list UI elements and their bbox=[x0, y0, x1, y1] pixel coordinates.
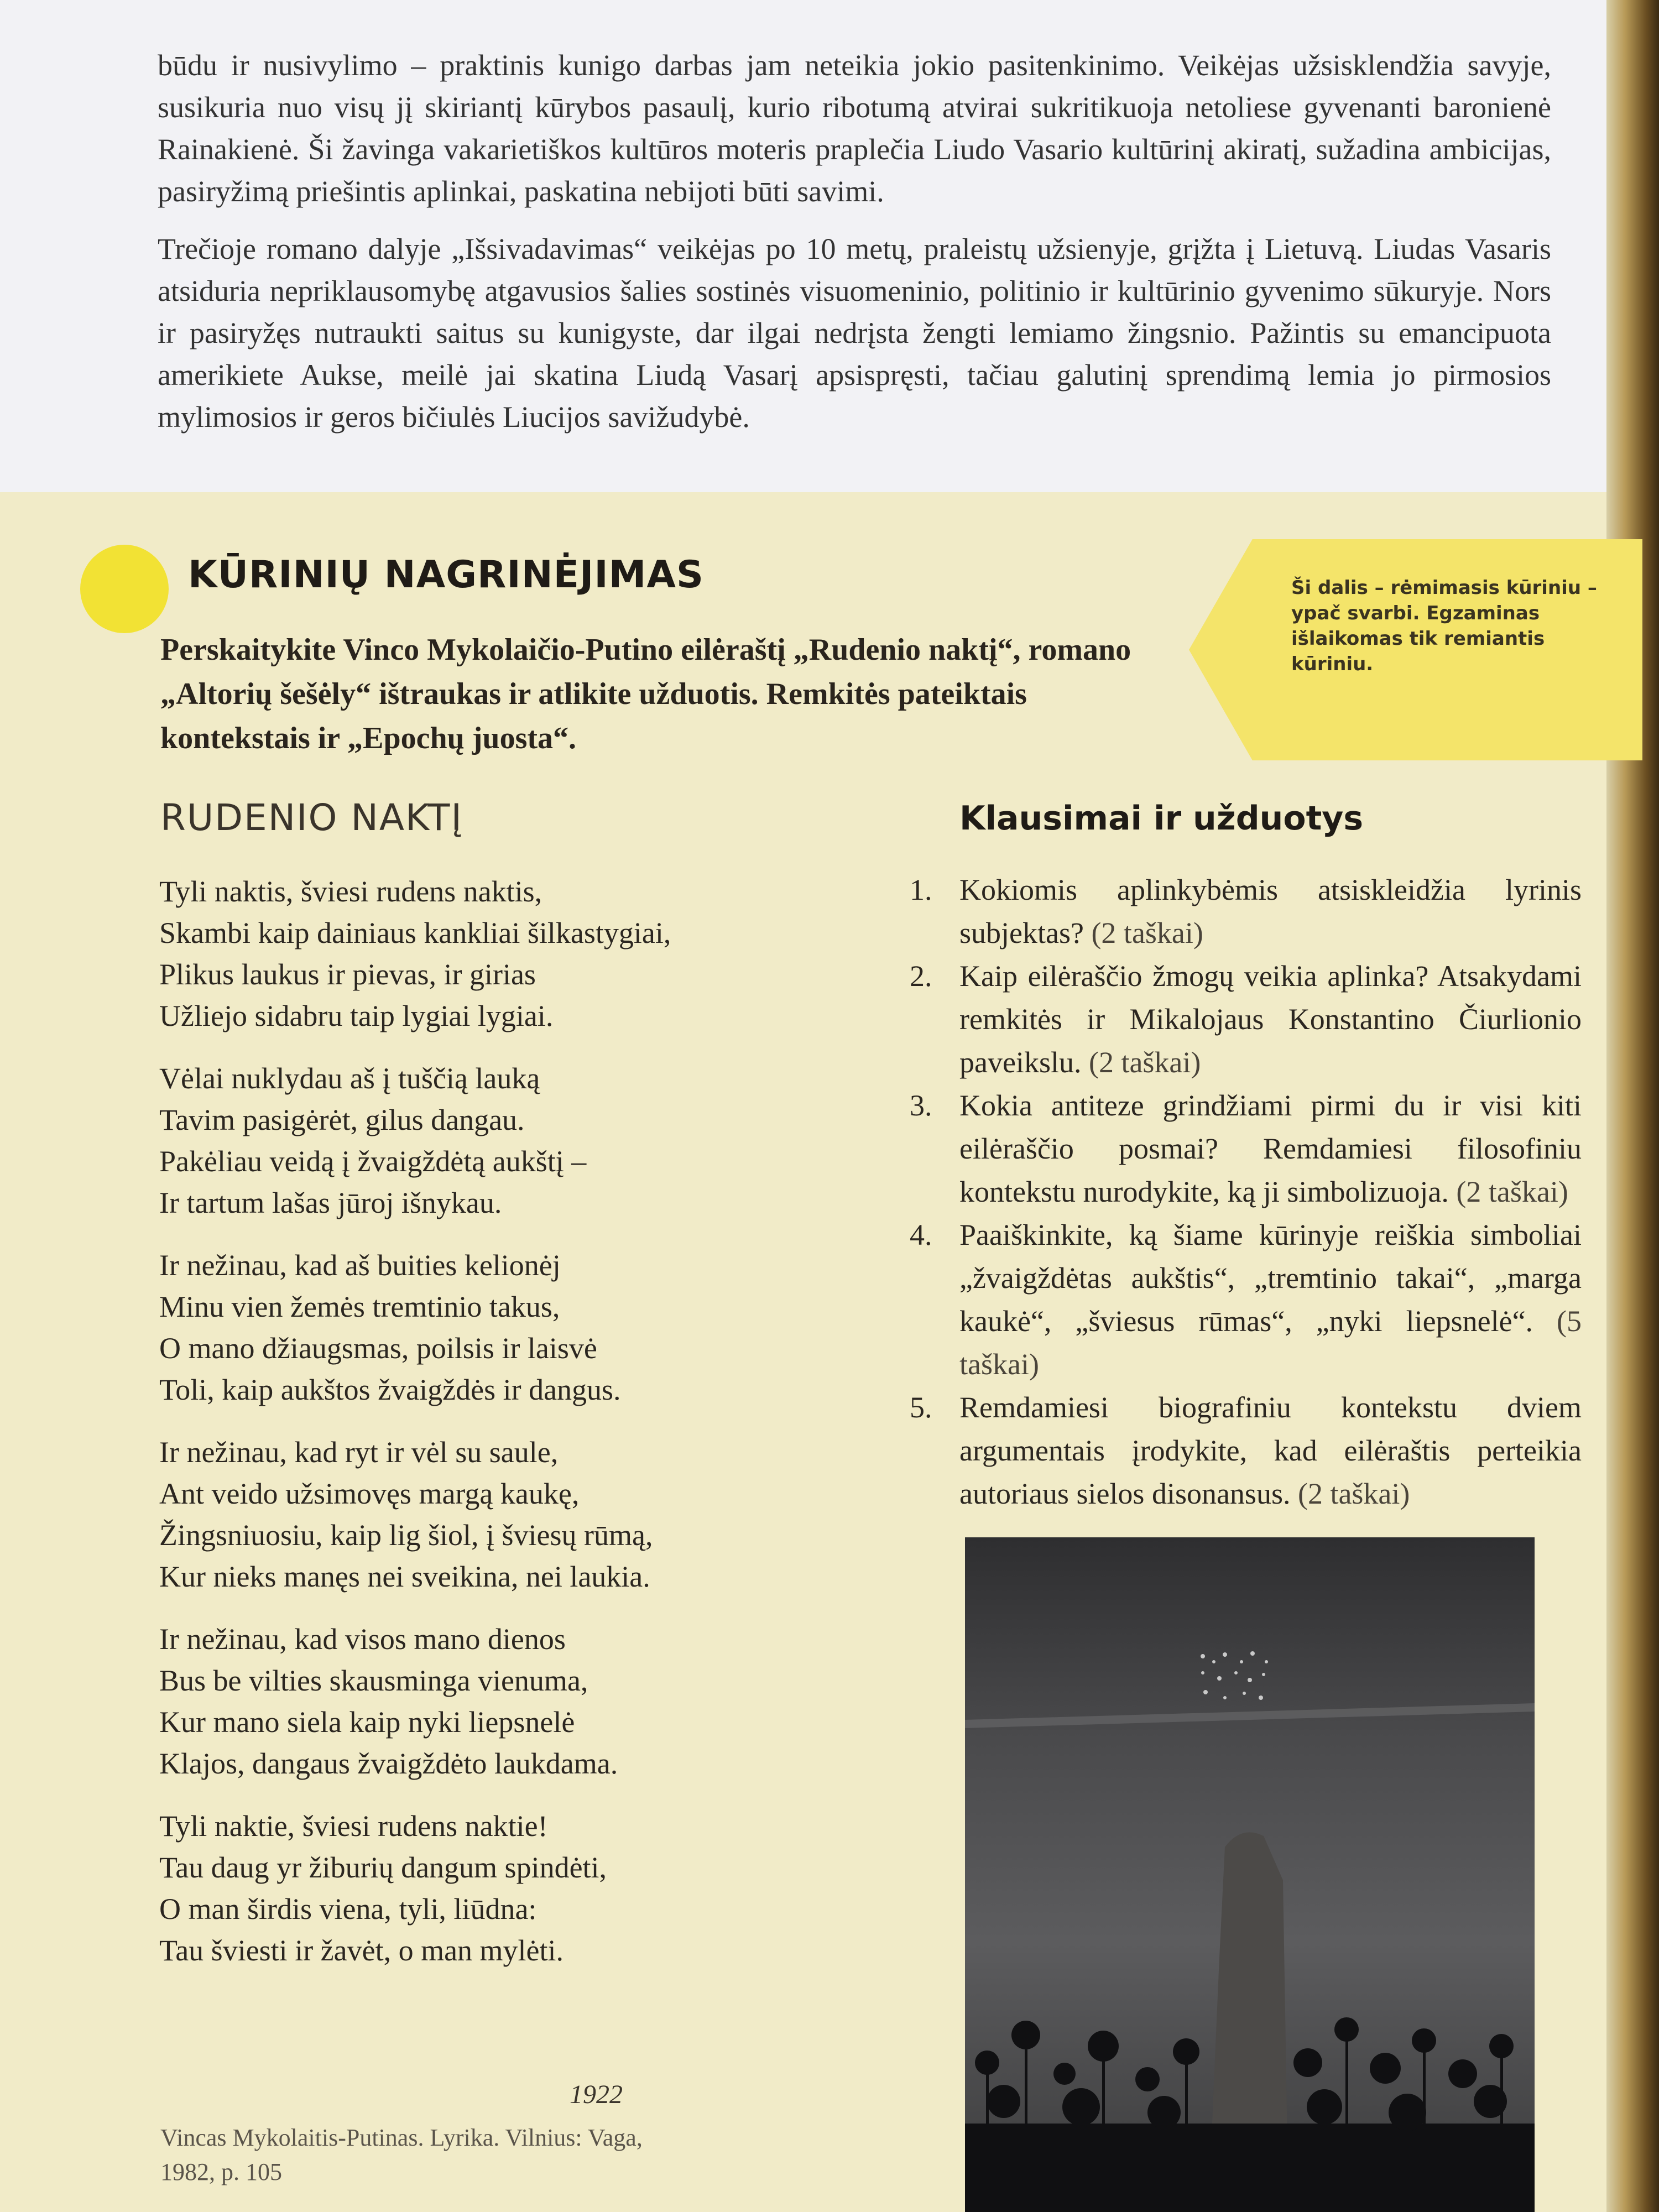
question-points: (5 taškai) bbox=[959, 1305, 1582, 1381]
intro-text bbox=[158, 44, 1551, 453]
poem-line: Pakėliau veidą į žvaigždėtą aukštį – bbox=[159, 1145, 587, 1178]
poem-line: Užliejo sidabru taip lygiai lygiai. bbox=[159, 999, 554, 1032]
poem-line: O mano džiaugsmas, poilsis ir laisvė bbox=[159, 1332, 597, 1365]
question-points: (2 taškai) bbox=[1091, 916, 1203, 950]
question-number: 2. bbox=[910, 959, 932, 993]
question-item bbox=[910, 1084, 1582, 1213]
poem-line: O man širdis viena, tyli, liūdna: bbox=[159, 1892, 537, 1926]
poem-line: Ir nežinau, kad aš buities kelionėj bbox=[159, 1249, 561, 1282]
question-item bbox=[910, 1386, 1582, 1515]
poem-line: Bus be vilties skausminga vienuma, bbox=[159, 1664, 588, 1697]
poem-line: Kur nieks manęs nei sveikina, nei laukia. bbox=[159, 1560, 650, 1593]
poem-line: Vėlai nuklydau aš į tuščią lauką bbox=[159, 1062, 540, 1095]
poem-line: Ir nežinau, kad ryt ir vėl su saule, bbox=[159, 1436, 559, 1469]
section-title: KŪRINIŲ NAGRINĖJIMAS bbox=[188, 553, 704, 597]
poem-line: Ir nežinau, kad visos mano dienos bbox=[159, 1623, 566, 1656]
question-number: 3. bbox=[910, 1089, 932, 1122]
poem-source-line-1: Vincas Mykolaitis-Putinas. Lyrika. Vilnius: Vaga, bbox=[160, 2124, 643, 2151]
question-text: Paaiškinkite, ką šiame kūrinyje reiškia simboliai „žvaigždėtas aukštis“, „tremtinio takai“, „marga kaukė“, „šviesus rūmas“, „nyki liepsnelė“. bbox=[959, 1218, 1582, 1338]
question-item bbox=[910, 1213, 1582, 1386]
poem-line: Toli, kaip aukštos žvaigždės ir dangus. bbox=[159, 1373, 621, 1406]
questions-title: Klausimai ir užduotys bbox=[959, 799, 1364, 838]
poem-stanza-5 bbox=[159, 1619, 878, 1785]
poem-line: Tavim pasigėrėt, gilus dangau. bbox=[159, 1103, 525, 1136]
section-bullet-icon bbox=[80, 545, 169, 633]
question-number: 1. bbox=[910, 873, 932, 906]
poem-title: RUDENIO NAKTĮ bbox=[160, 796, 463, 839]
poem-line: Žingsniuosiu, kaip lig šiol, į šviesų rūmą, bbox=[159, 1519, 653, 1552]
question-text: Remdamiesi biografiniu kontekstu dviem argumentais įrodykite, kad eilėraštis perteikia autoriaus sielos disonansus. bbox=[959, 1391, 1582, 1510]
book-gutter bbox=[1606, 0, 1659, 2212]
ciurlionis-painting bbox=[965, 1537, 1535, 2212]
poem-line: Kur mano siela kaip nyki liepsnelė bbox=[159, 1705, 575, 1739]
painting-artwork bbox=[965, 1537, 1535, 2212]
note-text: Ši dalis – rėmimasis kūriniu – ypač svarbi. Egzaminas išlaikomas tik remiantis kūriniu. bbox=[1291, 577, 1597, 675]
poem-line: Skambi kaip dainiaus kankliai šilkastygiai, bbox=[159, 916, 671, 950]
poem-line: Tau šviesti ir žavėt, o man mylėti. bbox=[159, 1934, 564, 1967]
intro-paragraph-1: būdu ir nusivylimo – praktinis kunigo darbas jam neteikia jokio pasitenkinimo. Veikėjas užsisklendžia savyje, susikuria nuo visų jį skiriantį kūrybos pasaulį, kurio ribotumą atvirai sukritikuoja netoliese gyvenanti baronienė Rainakienė. Ši žavinga vakarietiškos kultūros moteris praplečia Liudo Vasario kultūrinį akiratį, sužadina ambicijas, pasiryžimą priešintis aplinkai, paskatina nebijoti būti savimi. bbox=[158, 49, 1551, 208]
poem-line: Klajos, dangaus žvaigždėto laukdama. bbox=[159, 1747, 618, 1780]
questions-list bbox=[910, 868, 1582, 1515]
question-text: Kaip eilėraščio žmogų veikia aplinka? Atsakydami remkitės ir Mikalojaus Konstantino Čiurlionio paveikslu. bbox=[959, 959, 1582, 1079]
poem-stanza-1 bbox=[159, 871, 878, 1037]
intro-paragraph-2: Trečioje romano dalyje „Išsivadavimas“ veikėjas po 10 metų, praleistų užsienyje, grįžta į Lietuvą. Liudas Vasaris atsiduria nepriklausomybę atgavusios šalies sostinės visuomeninio, politinio ir kultūrinio gyvenimo sūkuryje. Nors ir pasiryžęs nutraukti saitus su kunigyste, dar ilgai nedrįsta žengti lemiamo žingsnio. Pažintis su emancipuota amerikiete Aukse, meilė jai skatina Liudą Vasarį apsispręsti, tačiau galutinį sprendimą lemia jo pirmosios mylimosios ir geros bičiulės Liucijos savižudybė. bbox=[158, 232, 1551, 434]
question-points: (2 taškai) bbox=[1297, 1477, 1410, 1510]
poem-stanza-2 bbox=[159, 1058, 878, 1224]
poem-stanza-6 bbox=[159, 1806, 878, 1971]
poem-source-line-2: 1982, p. 105 bbox=[160, 2158, 282, 2185]
poem-body bbox=[159, 871, 878, 1992]
question-item bbox=[910, 868, 1582, 954]
question-points: (2 taškai) bbox=[1088, 1046, 1201, 1079]
poem-line: Ant veido užsimovęs margą kaukę, bbox=[159, 1477, 580, 1510]
question-points: (2 taškai) bbox=[1456, 1175, 1568, 1208]
question-item bbox=[910, 954, 1582, 1084]
poem-stanza-3 bbox=[159, 1245, 878, 1411]
section-instruction: Perskaitykite Vinco Mykolaičio-Putino eilėraštį „Rudenio naktį“, romano „Altorių šešėly“ ištraukas ir atlikite užduotis. Remkitės pateiktais kontekstais ir „Epochų juosta“. bbox=[160, 633, 1131, 755]
poem-line: Ir tartum lašas jūroj išnykau. bbox=[159, 1186, 502, 1219]
question-number: 5. bbox=[910, 1391, 932, 1424]
poem-line: Minu vien žemės tremtinio takus, bbox=[159, 1290, 560, 1323]
poem-line: Tau daug yr žiburių dangum spindėti, bbox=[159, 1851, 607, 1884]
question-number: 4. bbox=[910, 1218, 932, 1251]
question-text: Kokia antiteze grindžiami pirmi du ir visi kiti eilėraščio posmai? Remdamiesi filosofiniu kontekstu nurodykite, ką ji simbolizuoja. bbox=[959, 1089, 1582, 1208]
poem-line: Tyli naktis, šviesi rudens naktis, bbox=[159, 875, 542, 908]
poem-stanza-4 bbox=[159, 1432, 878, 1598]
poem-line: Tyli naktie, šviesi rudens naktie! bbox=[159, 1809, 548, 1843]
poem-year: 1922 bbox=[570, 2080, 623, 2109]
poem-line: Plikus laukus ir pievas, ir girias bbox=[159, 958, 536, 991]
poem-source bbox=[160, 2121, 769, 2189]
question-text: Kokiomis aplinkybėmis atsiskleidžia lyrinis subjektas? bbox=[959, 873, 1582, 950]
